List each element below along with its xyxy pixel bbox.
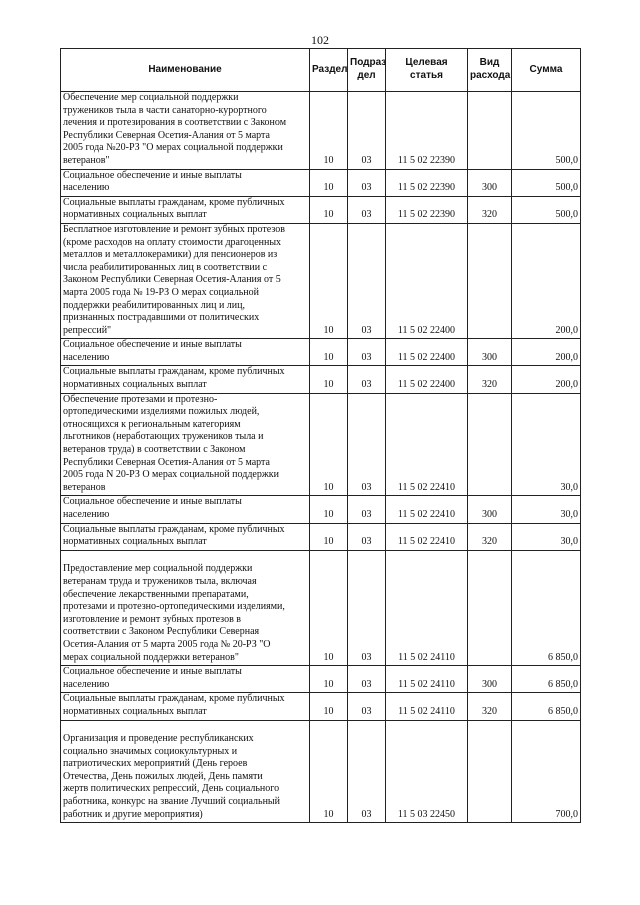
row-name-line: относящихся к региональным категориям [63, 418, 241, 430]
row-amount: 30,0 [512, 496, 581, 523]
header-expense-type: Вид расхода [468, 49, 512, 92]
row-subsection: 03 [348, 693, 386, 720]
row-name-line: Бесплатное изготовление и ремонт зубных протезов [63, 223, 285, 235]
row-name-line: Социальное обеспечение и иные выплаты [63, 496, 242, 508]
row-expense-type: 300 [468, 339, 512, 366]
row-name-line: нормативных социальных выплат [63, 209, 207, 221]
row-name [61, 366, 310, 393]
row-name-line: марта 2005 года № 19-РЗ О мерах социальной [63, 286, 260, 298]
row-name-line: репрессий" [63, 324, 112, 336]
row-name [61, 393, 310, 496]
row-target: 11 5 02 24110 [386, 550, 468, 665]
row-name-line: Социальное обеспечение и иные выплаты [63, 339, 242, 351]
row-amount: 500,0 [512, 169, 581, 196]
row-target: 11 5 02 24110 [386, 693, 468, 720]
row-name-line: поддержки реабилитированных лиц и лиц, [63, 299, 245, 311]
row-section: 10 [310, 523, 348, 550]
row-name-line: работника, конкурс на звание Лучший социальный [63, 796, 280, 808]
row-name [61, 523, 310, 550]
row-expense-type: 320 [468, 366, 512, 393]
row-name-line: работник и другие мероприятия) [63, 808, 203, 820]
row-expense-type: 300 [468, 496, 512, 523]
row-section: 10 [310, 366, 348, 393]
row-expense-type [468, 720, 512, 823]
row-amount: 30,0 [512, 523, 581, 550]
table-row [61, 366, 581, 393]
row-section: 10 [310, 496, 348, 523]
header-subsection: Подраз дел [348, 49, 386, 92]
row-name-line: ветеранов [63, 481, 106, 493]
header-name: Наименование [61, 49, 310, 92]
row-name-line: социально значимых социокультурных и [63, 745, 238, 757]
row-subsection: 03 [348, 92, 386, 170]
row-name-line: (кроме расходов на оплату стоимости драгоценных [63, 236, 282, 248]
row-expense-type: 320 [468, 523, 512, 550]
row-name-line: лечения и протезирования в соответствии с Законом [63, 117, 287, 129]
row-name-line: Предоставление мер социальной поддержки [63, 563, 253, 575]
row-name-line: 2005 года N 20-РЗ О мерах социальной поддержки [63, 469, 279, 481]
row-name-line: Республики Северная Осетия-Алания от 5 марта [63, 129, 270, 141]
table-row [61, 523, 581, 550]
row-subsection: 03 [348, 223, 386, 338]
row-section: 10 [310, 223, 348, 338]
row-amount: 6 850,0 [512, 550, 581, 665]
budget-table [60, 48, 581, 823]
row-name [61, 169, 310, 196]
row-section: 10 [310, 92, 348, 170]
row-amount: 6 850,0 [512, 693, 581, 720]
row-subsection: 03 [348, 339, 386, 366]
row-subsection: 03 [348, 550, 386, 665]
row-subsection: 03 [348, 196, 386, 223]
row-amount: 200,0 [512, 366, 581, 393]
row-name [61, 339, 310, 366]
row-amount: 500,0 [512, 196, 581, 223]
row-name [61, 550, 310, 665]
row-name-line: Законом Республики Северная Осетия-Алания от 5 [63, 274, 281, 286]
row-target: 11 5 02 22400 [386, 223, 468, 338]
table-row [61, 393, 581, 496]
row-expense-type [468, 223, 512, 338]
row-section: 10 [310, 196, 348, 223]
row-amount: 30,0 [512, 393, 581, 496]
row-target: 11 5 02 22400 [386, 366, 468, 393]
row-name-line: мерах социальной поддержки ветеранов" [63, 651, 239, 663]
row-section: 10 [310, 666, 348, 693]
row-name-line: льготников (неработающих тружеников тыла и [63, 431, 264, 443]
row-name-line: признанных пострадавшими от политических [63, 312, 260, 324]
row-section: 10 [310, 169, 348, 196]
row-amount: 500,0 [512, 92, 581, 170]
row-section: 10 [310, 720, 348, 823]
row-name-line: Социальное обеспечение и иные выплаты [63, 666, 242, 678]
row-name-line: числа реабилитированных лиц в соответствии с [63, 261, 268, 273]
row-expense-type: 320 [468, 693, 512, 720]
row-name-line: нормативных социальных выплат [63, 379, 207, 391]
row-subsection: 03 [348, 666, 386, 693]
row-target: 11 5 02 22390 [386, 196, 468, 223]
row-name-line: протезами и протезно-ортопедическими изделиями, [63, 601, 285, 613]
row-name-line: 2005 года №20-РЗ "О мерах социальной поддержки [63, 142, 283, 154]
row-name-line: Социальные выплаты гражданам, кроме публичных [63, 523, 285, 535]
row-name [61, 496, 310, 523]
table-row [61, 720, 581, 823]
row-name-line: Обеспечение мер социальной поддержки [63, 92, 239, 103]
table-row [61, 496, 581, 523]
table-row [61, 550, 581, 665]
table-row [61, 92, 581, 170]
row-target: 11 5 03 22450 [386, 720, 468, 823]
row-subsection: 03 [348, 523, 386, 550]
row-expense-type: 300 [468, 666, 512, 693]
row-target: 11 5 02 22410 [386, 393, 468, 496]
table-header-row [61, 49, 581, 92]
row-name [61, 223, 310, 338]
row-expense-type [468, 550, 512, 665]
row-name-line: населению [63, 351, 110, 363]
table-row [61, 339, 581, 366]
row-expense-type [468, 393, 512, 496]
row-target: 11 5 02 22410 [386, 523, 468, 550]
table-row [61, 196, 581, 223]
row-name-line: Организация и проведение республиканских [63, 733, 254, 745]
row-name-line: ветеранов труда) в соответствии с Законом [63, 444, 246, 456]
row-name-line: изготовление и ремонт зубных протезов в [63, 613, 242, 625]
row-subsection: 03 [348, 496, 386, 523]
row-section: 10 [310, 393, 348, 496]
table-row [61, 169, 581, 196]
row-amount: 700,0 [512, 720, 581, 823]
row-name-line: Обеспечение протезами и протезно- [63, 393, 218, 405]
row-amount: 6 850,0 [512, 666, 581, 693]
row-target: 11 5 02 24110 [386, 666, 468, 693]
row-amount: 200,0 [512, 223, 581, 338]
row-subsection: 03 [348, 366, 386, 393]
row-name-line: ортопедическими изделиями пожилых людей, [63, 406, 260, 418]
row-name-line: ветеранов" [63, 154, 110, 166]
row-subsection: 03 [348, 169, 386, 196]
row-target: 11 5 02 22390 [386, 92, 468, 170]
row-name-line: населению [63, 509, 110, 520]
row-name-line: тружеников тыла в части санаторно-курортного [63, 104, 267, 116]
row-name-line: Осетия-Алания от 5 марта 2005 года № 20-РЗ "О [63, 638, 271, 650]
row-amount: 200,0 [512, 339, 581, 366]
row-name-line: населению [63, 182, 110, 194]
row-name [61, 92, 310, 170]
row-section: 10 [310, 693, 348, 720]
row-target: 11 5 02 22410 [386, 496, 468, 523]
row-name-line: Социальные выплаты гражданам, кроме публичных [63, 366, 285, 378]
row-name-line: Отечества, День пожилых людей, День памяти [63, 770, 263, 782]
row-name-line [63, 551, 307, 564]
row-name-line: нормативных социальных выплат [63, 536, 207, 548]
row-name-line: жертв политических репрессий, День социального [63, 783, 280, 795]
row-name [61, 666, 310, 693]
row-name-line: Республики Северная Осетия-Алания от 5 марта [63, 456, 270, 468]
row-section: 10 [310, 339, 348, 366]
header-target: Целевая статья [386, 49, 468, 92]
row-name-line: Социальные выплаты гражданам, кроме публичных [63, 693, 285, 705]
row-subsection: 03 [348, 720, 386, 823]
row-name-line: Социальное обеспечение и иные выплаты [63, 169, 242, 181]
row-expense-type: 300 [468, 169, 512, 196]
row-name-line: населению [63, 678, 110, 690]
row-name-line: нормативных социальных выплат [63, 705, 207, 717]
row-expense-type [468, 92, 512, 170]
row-section: 10 [310, 550, 348, 665]
row-expense-type: 320 [468, 196, 512, 223]
table-row [61, 693, 581, 720]
header-section: Раздел [310, 49, 348, 92]
page-number: 102 [311, 33, 329, 47]
row-name-line: патриотических мероприятий (День героев [63, 758, 248, 770]
row-name [61, 720, 310, 823]
row-target: 11 5 02 22390 [386, 169, 468, 196]
row-name [61, 196, 310, 223]
row-name-line [63, 721, 307, 734]
row-name-line: соответствии с Законом Республики Северная [63, 626, 260, 638]
row-name-line: металлов и металлокерамики) для пенсионеров из [63, 249, 278, 261]
table-row [61, 223, 581, 338]
row-name-line: Социальные выплаты гражданам, кроме публичных [63, 196, 285, 208]
row-subsection: 03 [348, 393, 386, 496]
row-name-line: ветеранам труда и тружеников тыла, включая [63, 575, 257, 587]
row-name [61, 693, 310, 720]
row-target: 11 5 02 22400 [386, 339, 468, 366]
header-amount: Сумма [512, 49, 581, 92]
table-row [61, 666, 581, 693]
row-name-line: обеспечение лекарственными препаратами, [63, 588, 249, 600]
